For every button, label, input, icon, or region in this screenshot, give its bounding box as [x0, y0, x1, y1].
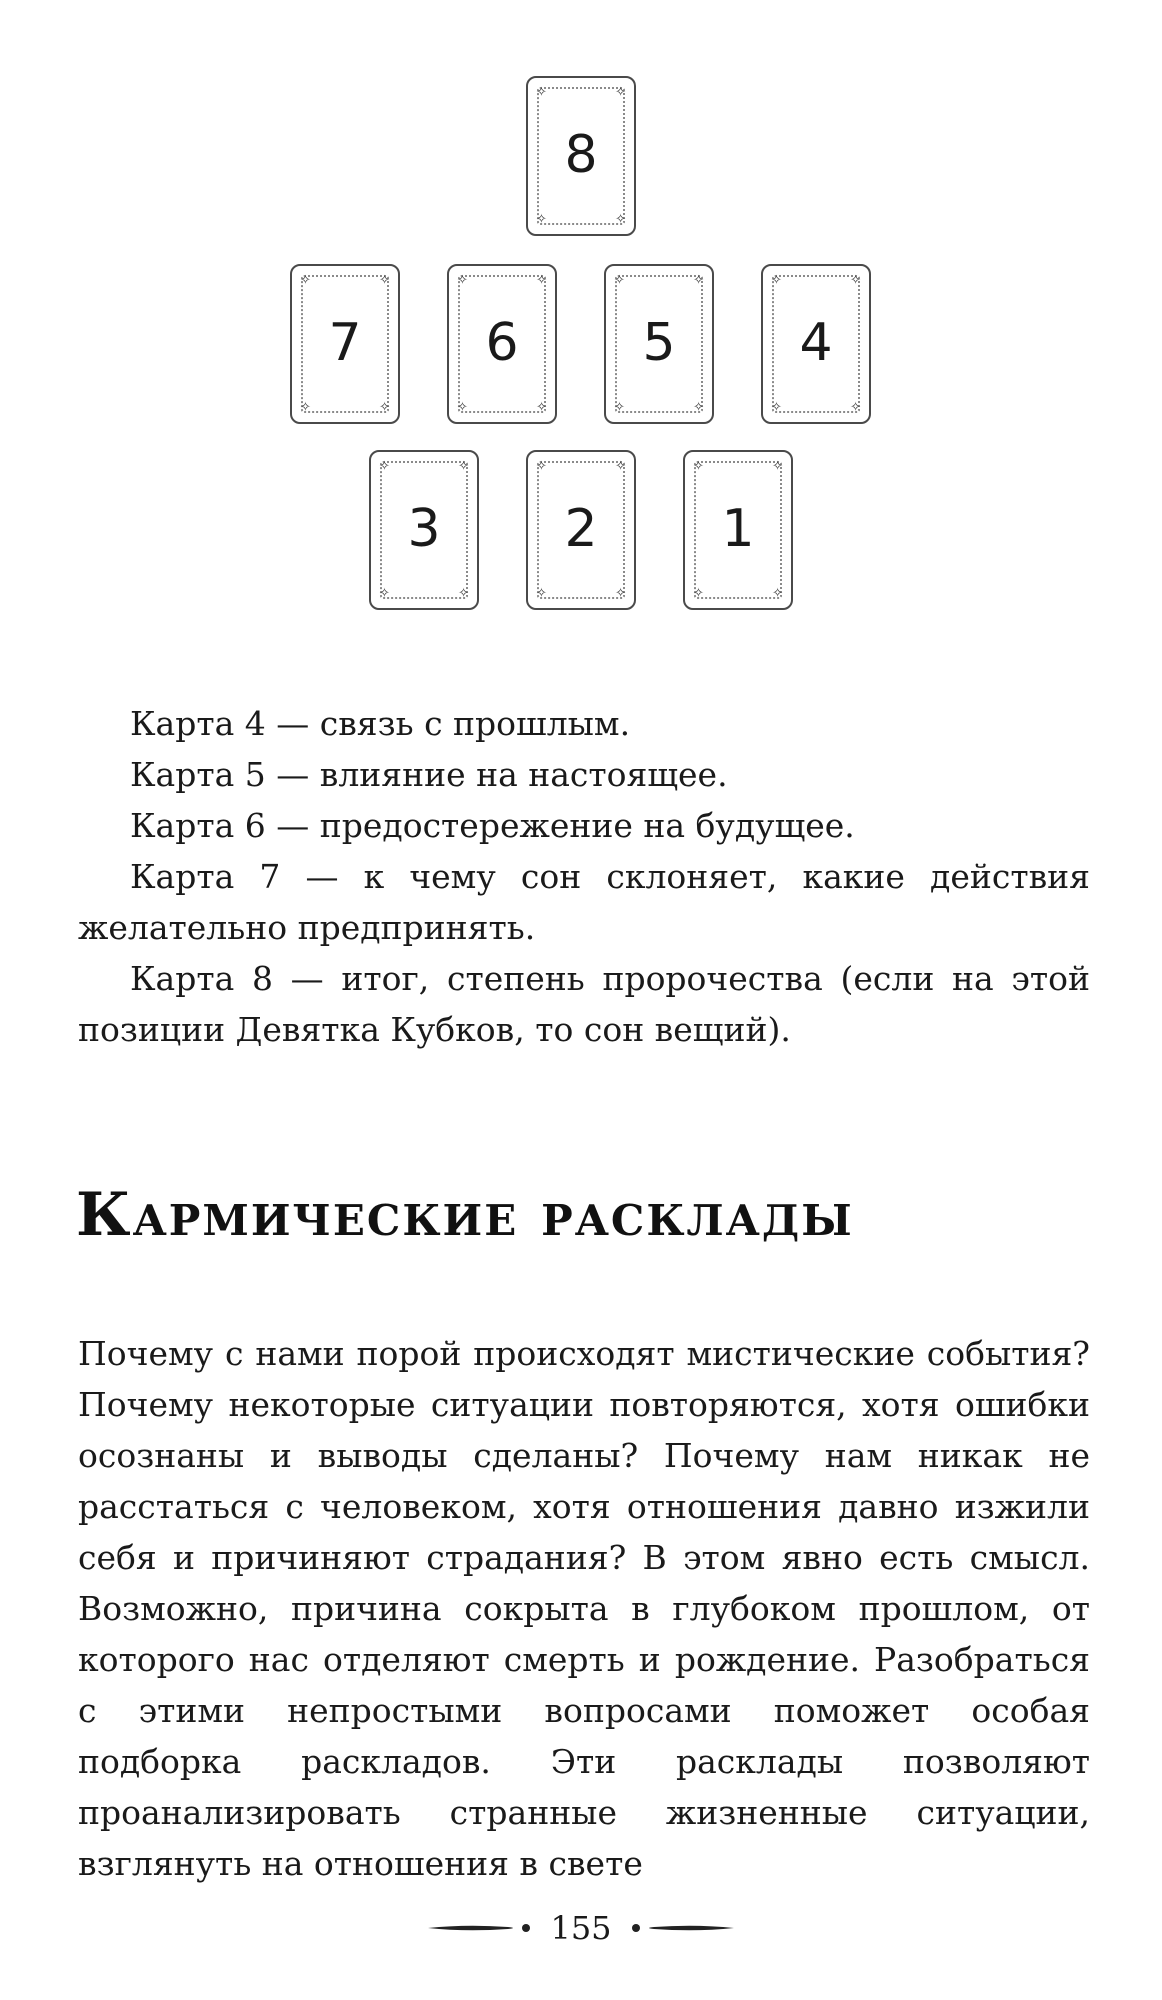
- card-corner-ornament: ✧: [536, 400, 547, 415]
- swash-right-ornament: [626, 1921, 736, 1935]
- card-corner-ornament: ✧: [379, 273, 390, 288]
- card-description: Карта 5 — влияние на настоящее.: [130, 755, 728, 794]
- card-number: 4: [799, 312, 833, 373]
- body-text: [78, 1328, 1090, 1889]
- card-corner-ornament: ✧: [536, 586, 547, 601]
- card-description: Карта 6 — предостережение на будущее.: [130, 806, 855, 845]
- card-2: [526, 450, 636, 610]
- card-number: 1: [721, 498, 755, 559]
- page-footer: [0, 1908, 1162, 1948]
- card-corner-ornament: ✧: [771, 273, 782, 288]
- card-corner-ornament: ✧: [536, 212, 547, 227]
- card-corner-ornament: ✧: [693, 586, 704, 601]
- card-corner-ornament: ✧: [379, 459, 390, 474]
- card-corner-ornament: ✧: [536, 273, 547, 288]
- card-corner-ornament: ✧: [615, 459, 626, 474]
- card-corner-ornament: ✧: [379, 586, 390, 601]
- card-corner-ornament: ✧: [458, 459, 469, 474]
- card-description: Карта 8 — итог, степень пророчества (если на этой позиции Девятка Кубков, то сон вещий).: [78, 959, 1090, 1049]
- card-corner-ornament: ✧: [300, 273, 311, 288]
- card-number: 3: [407, 498, 441, 559]
- card-corner-ornament: ✧: [457, 273, 468, 288]
- card-1: [683, 450, 793, 610]
- card-corner-ornament: ✧: [300, 400, 311, 415]
- card-corner-ornament: ✧: [850, 400, 861, 415]
- card-number: 6: [485, 312, 519, 373]
- card-corner-ornament: ✧: [614, 273, 625, 288]
- card-corner-ornament: ✧: [458, 586, 469, 601]
- section-heading: Кармические расклады: [76, 1180, 854, 1250]
- card-corner-ornament: ✧: [615, 586, 626, 601]
- card-corner-ornament: ✧: [615, 85, 626, 100]
- card-corner-ornament: ✧: [771, 400, 782, 415]
- card-7: [290, 264, 400, 424]
- card-description: Карта 7 — к чему сон склоняет, какие действия желательно предпринять.: [78, 857, 1090, 947]
- card-number: 8: [564, 124, 598, 185]
- card-number: 5: [642, 312, 676, 373]
- card-number: 2: [564, 498, 598, 559]
- card-corner-ornament: ✧: [536, 85, 547, 100]
- card-8: [526, 76, 636, 236]
- card-corner-ornament: ✧: [614, 400, 625, 415]
- card-corner-ornament: ✧: [850, 273, 861, 288]
- card-corner-ornament: ✧: [772, 459, 783, 474]
- card-3: [369, 450, 479, 610]
- card-6: [447, 264, 557, 424]
- card-corner-ornament: ✧: [693, 459, 704, 474]
- card-number: 7: [328, 312, 362, 373]
- swash-left-ornament: [426, 1921, 536, 1935]
- card-corner-ornament: ✧: [536, 459, 547, 474]
- card-corner-ornament: ✧: [772, 586, 783, 601]
- card-corner-ornament: ✧: [615, 212, 626, 227]
- card-corner-ornament: ✧: [379, 400, 390, 415]
- card-corner-ornament: ✧: [457, 400, 468, 415]
- card-5: [604, 264, 714, 424]
- card-corner-ornament: ✧: [693, 273, 704, 288]
- card-descriptions: [78, 698, 1090, 1055]
- card-description: Карта 4 — связь с прошлым.: [130, 704, 631, 743]
- card-4: [761, 264, 871, 424]
- card-corner-ornament: ✧: [693, 400, 704, 415]
- page-number: 155: [550, 1909, 612, 1947]
- body-paragraph: Почему с нами порой происходят мистические события? Почему некоторые ситуации повторяются, хотя ошибки осознаны и выводы сделаны? Почему нам никак не расстаться с человеком, хотя отношения давно изжили себя и причиняют страдания? В этом явно есть смысл. Возможно, причина сокрыта в глубоком прошлом, от которого нас отделяют смерть и рождение. Разобраться с этими непростыми вопросами поможет особая подборка раскладов. Эти расклады позволяют проанализировать странные жизненные ситуации, взглянуть на отношения в свете: [78, 1334, 1090, 1883]
